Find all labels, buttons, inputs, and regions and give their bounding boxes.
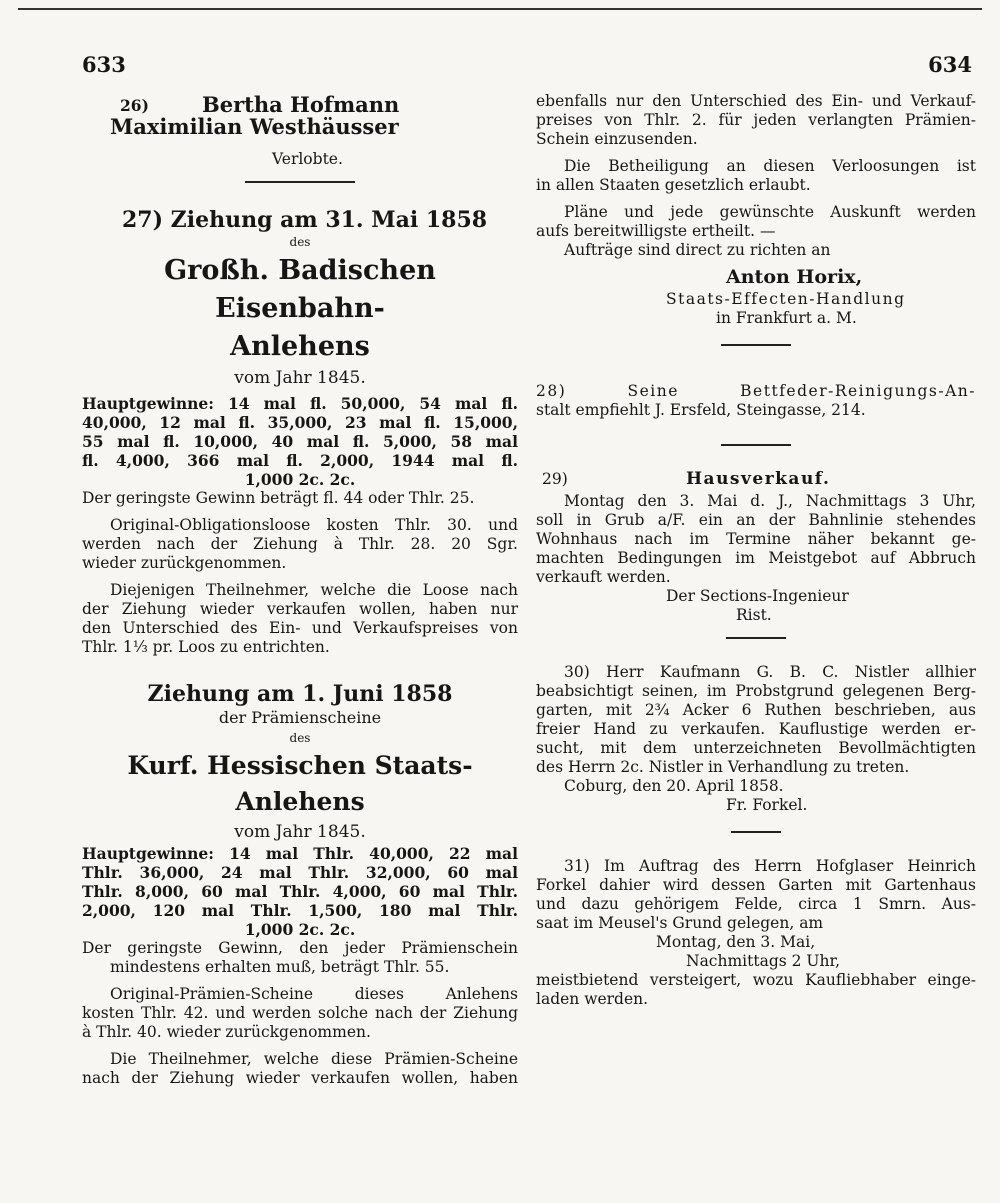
cont-2: Schein einzusenden. [536, 130, 698, 148]
ad-27b-prize-line-1: Thlr. 36,000, 24 mal Thlr. 32,000, 60 mal [82, 863, 518, 882]
cont-0: ebenfalls nur den Unterschied des Ein- und Verkauf- [536, 92, 976, 110]
cont-1: preises von Thlr. 2. für jeden verlangten Prämien- [536, 111, 976, 129]
ad-27-participants-2: den Unterschied des Ein- und Verkaufspreises von [82, 619, 518, 637]
ad-29-title: Hausverkauf. [686, 470, 831, 489]
ad-27b-min-prize-0: Der geringste Gewinn, den jeder Prämienschein [82, 939, 518, 957]
ad-27-orig-1: werden nach der Ziehung à Thlr. 28. 20 Sgr. [82, 535, 518, 553]
ad-31-body-5: Nachmittags 2 Uhr, [686, 952, 841, 970]
ad-30-body-1: beabsichtigt seinen, im Probstgrund gelegenen Berg- [536, 682, 976, 700]
ad-31-body-0: 31) Im Auftrag des Herrn Hofglaser Heinrich [564, 857, 976, 875]
ad-29-number: 29) [542, 470, 568, 488]
ad-29-sign2: Rist. [736, 606, 772, 624]
ad-29-body-1: soll in Grub a/F. ein an der Bahnlinie stehendes [536, 511, 976, 529]
ad-27b-prize-line-3: 2,000, 120 mal Thlr. 1,500, 180 mal Thlr. [82, 901, 518, 920]
firm-place: in Frankfurt a. M. [716, 309, 857, 327]
ad-27b-min-prize-1: mindestens erhalten muß, beträgt Thlr. 55. [110, 958, 450, 976]
ad-27b-sub: der Prämienscheine [218, 708, 382, 727]
ad-30-body-3: freier Hand zu verkaufen. Kauflustige werden er- [536, 720, 976, 738]
firm-type: Staats-Effecten-Handlung [666, 290, 906, 308]
ad-26 [82, 92, 518, 150]
ad-28-1: stalt empfiehlt J. Ersfeld, Steingasse, 214. [536, 401, 866, 419]
ad-27-prize-line-1: 40,000, 12 mal fl. 35,000, 23 mal fl. 15,000, [82, 413, 518, 432]
ad-27-des: des [289, 235, 311, 249]
ad-31-body-7: laden werden. [536, 990, 649, 1008]
right-column [536, 92, 976, 1009]
firm-name: Anton Horix, [726, 266, 863, 288]
left-column [82, 92, 518, 1088]
ad-30-body-5: des Herrn 2c. Nistler in Verhandlung zu treten. [536, 758, 910, 776]
ad-29-sign1: Der Sections-Ingenieur [666, 587, 849, 605]
ad-31-body-3: saat im Meusel's Grund gelegen, am [536, 914, 824, 932]
ad-27b-des: des [289, 731, 311, 745]
page-number-left: 633 [82, 52, 126, 77]
ad-27-title1: Großh. Badischen Eisenbahn- [164, 255, 436, 324]
ad-27-min-prize: Der geringste Gewinn beträgt fl. 44 oder Thlr. 25. [82, 489, 475, 507]
ad-27-prize-line-2: 55 mal fl. 10,000, 40 mal fl. 5,000, 58 mal [82, 432, 518, 451]
ad-27b-heading: Ziehung am 1. Juni 1858 [147, 681, 453, 707]
orders: Aufträge sind direct zu richten an [564, 241, 831, 259]
ad-27-participants-3: Thlr. 1⅓ pr. Loos zu entrichten. [82, 638, 330, 656]
ad-27-participants-1: der Ziehung wieder verkaufen wollen, haben nur [82, 600, 518, 618]
ad-31-body-2: und dazu gehörigem Felde, circa 1 Smrn. Aus- [536, 895, 976, 913]
ad-28-0: 28) Seine Bettfeder-Reinigungs-An- [536, 382, 976, 400]
legal-1: in allen Staaten gesetzlich erlaubt. [536, 176, 811, 194]
ad-31-body-4: Montag, den 3. Mai, [656, 933, 816, 951]
ad-29-body-0: Montag den 3. Mai d. J., Nachmittags 3 Uhr, [564, 492, 976, 510]
ad-30-body-2: garten, mit 2¾ Acker 6 Ruthen beschrieben, aus [536, 701, 976, 719]
ad-30-body-4: sucht, mit dem unterzeichneten Bevollmächtigten [536, 739, 976, 757]
plans-0: Pläne und jede gewünschte Auskunft werden [564, 203, 976, 221]
ad-26-name2: Maximilian Westhäusser [110, 114, 399, 139]
ad-27b-orig-1: kosten Thlr. 42. und werden solche nach der Ziehung [82, 1004, 518, 1022]
ad-27-prize-line-3: fl. 4,000, 366 mal fl. 2,000, 1944 mal fl. [82, 451, 518, 470]
ad-27b-participants-0: Die Theilnehmer, welche diese Prämien-Scheine [110, 1050, 518, 1068]
ad-27-prize-line-4: 1,000 2c. 2c. [244, 470, 356, 489]
ad-27b-prize-line-2: Thlr. 8,000, 60 mal Thlr. 4,000, 60 mal Thlr. [82, 882, 518, 901]
ad-31-body-6: meistbietend versteigert, wozu Kaufliebhaber einge- [536, 971, 976, 989]
ad-27b-prize-line-0: Hauptgewinne: 14 mal Thlr. 40,000, 22 mal [82, 844, 518, 863]
ad-27b-participants-1: nach der Ziehung wieder verkaufen wollen, haben [82, 1069, 518, 1087]
ad-31-body-1: Forkel dahier wird dessen Garten mit Gartenhaus [536, 876, 976, 894]
ad-27b-year: vom Jahr 1845. [234, 822, 366, 842]
ad-27b-prize-line-4: 1,000 2c. 2c. [244, 920, 356, 939]
plans-1: aufs bereitwilligste ertheilt. — [536, 222, 776, 240]
ad-26-name1: Bertha Hofmann [202, 92, 400, 117]
ad-27b-title: Kurf. Hessischen Staats-Anlehens [127, 751, 473, 816]
ad-27b-orig-2: à Thlr. 40. wieder zurückgenommen. [82, 1023, 371, 1041]
ad-26-number: 26) [120, 96, 149, 115]
ad-30-date: Coburg, den 20. April 1858. [564, 777, 784, 795]
legal-0: Die Betheiligung an diesen Verloosungen ist [564, 157, 976, 175]
ad-27b-orig-0: Original-Prämien-Scheine dieses Anlehens [110, 985, 518, 1003]
ad-30-sign: Fr. Forkel. [726, 796, 808, 814]
page-number-right: 634 [928, 52, 972, 77]
ad-27-prize-line-0: Hauptgewinne: 14 mal fl. 50,000, 54 mal fl. [82, 394, 518, 413]
ad-27-orig-2: wieder zurückgenommen. [82, 554, 287, 572]
ad-29-body-2: Wohnhaus nach im Termine näher bekannt ge- [536, 530, 976, 548]
page-top-edge [18, 8, 982, 22]
ad-29-body-4: verkauft werden. [536, 568, 671, 586]
ad-27-title2: Anlehens [230, 331, 370, 362]
ad-27-participants-0: Diejenigen Theilnehmer, welche die Loose nach [110, 581, 518, 599]
ad-30-body-0: 30) Herr Kaufmann G. B. C. Nistler allhier [564, 663, 976, 681]
ad-27-year: vom Jahr 1845. [234, 368, 366, 388]
ad-26-status: Verlobte. [272, 150, 343, 168]
ad-27-orig-0: Original-Obligationsloose kosten Thlr. 30. und [110, 516, 518, 534]
ad-29-body-3: machten Bedingungen im Meistgebot auf Abbruch [536, 549, 976, 567]
ad-29-header [536, 470, 976, 492]
ad-27-heading: 27) Ziehung am 31. Mai 1858 [122, 207, 488, 233]
